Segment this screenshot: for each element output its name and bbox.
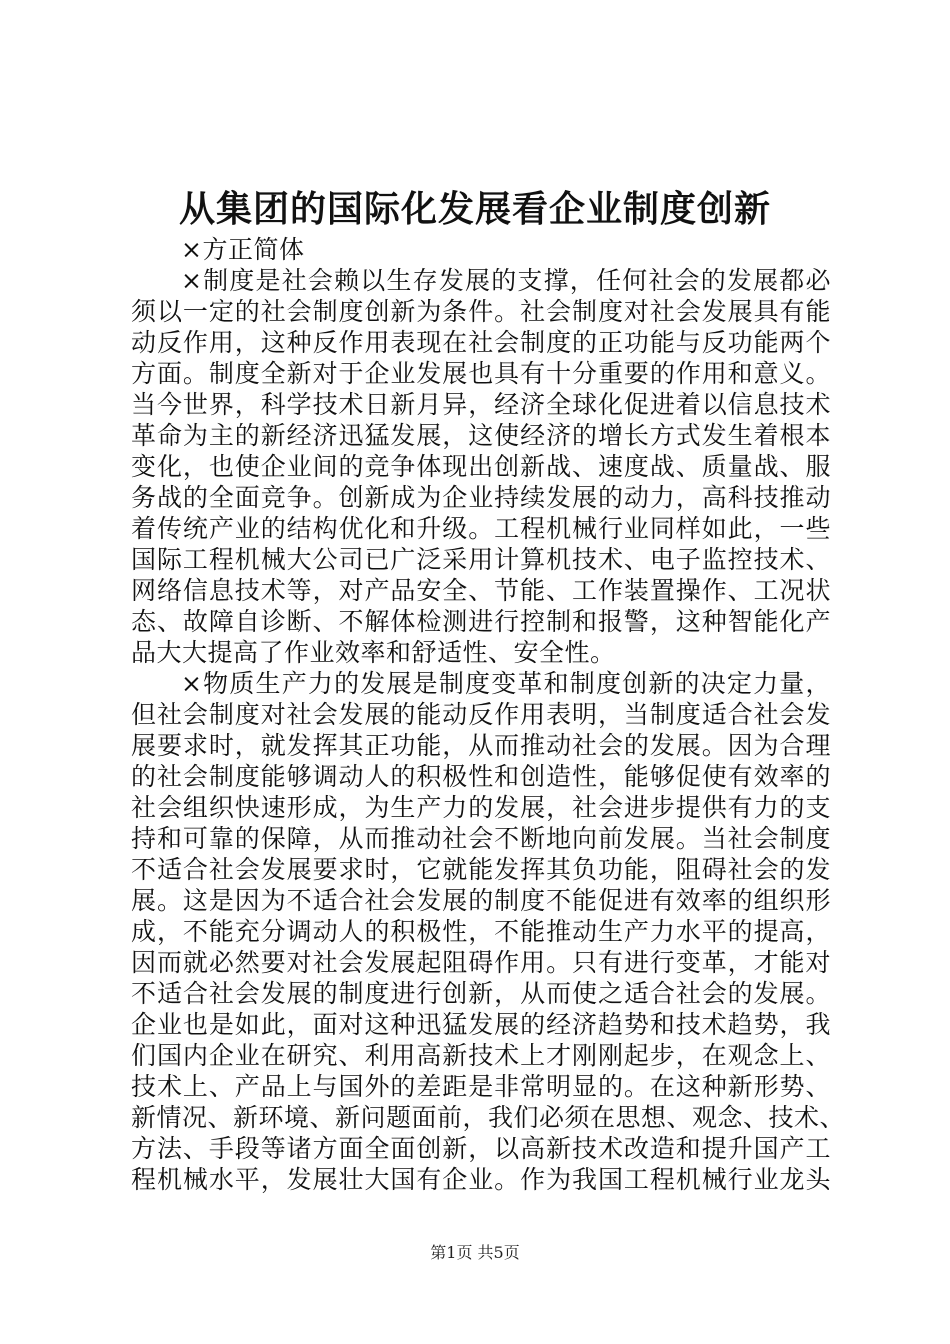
text-line: 技术上、产品上与国外的差距是非常明显的。在这种新形势、 [131, 1072, 831, 1101]
text-line: 网络信息技术等，对产品安全、节能、工作装置操作、工况状 [131, 576, 831, 605]
text-line: ×制度是社会赖以生存发展的支撑，任何社会的发展都必 [181, 266, 831, 295]
text-line: 态、故障自诊断、不解体检测进行控制和报警，这种智能化产 [131, 607, 831, 636]
text-line: 当今世界，科学技术日新月异，经济全球化促进着以信息技术 [131, 390, 831, 419]
page-title: 从集团的国际化发展看企业制度创新 [178, 189, 771, 230]
text-line: 但社会制度对社会发展的能动反作用表明，当制度适合社会发 [131, 700, 831, 729]
text-line: 不适合社会发展的制度进行创新，从而使之适合社会的发展。 [131, 979, 831, 1008]
text-line: 持和可靠的保障，从而推动社会不断地向前发展。当社会制度 [131, 824, 831, 853]
text-line: 展。这是因为不适合社会发展的制度不能促进有效率的组织形 [131, 886, 831, 915]
text-line: 方面。制度全新对于企业发展也具有十分重要的作用和意义。 [131, 359, 831, 388]
text-line: 的社会制度能够调动人的积极性和创造性，能够促使有效率的 [131, 762, 831, 791]
text-line: 新情况、新环境、新问题面前，我们必须在思想、观念、技术、 [131, 1103, 846, 1132]
text-line: 须以一定的社会制度创新为条件。社会制度对社会发展具有能 [131, 297, 831, 326]
text-line: 因而就必然要对社会发展起阻碍作用。只有进行变革，才能对 [131, 948, 831, 977]
text-line: ×物质生产力的发展是制度变革和制度创新的决定力量， [181, 669, 831, 698]
text-line: 变化，也使企业间的竞争体现出创新战、速度战、质量战、服 [131, 452, 831, 481]
text-line: 动反作用，这种反作用表现在社会制度的正功能与反功能两个 [131, 328, 831, 357]
document-body [131, 234, 846, 1195]
page-footer: 第1页 共5页 [430, 1243, 520, 1262]
text-line: 务战的全面竞争。创新成为企业持续发展的动力，高科技推动 [131, 483, 831, 512]
text-line: 社会组织快速形成，为生产力的发展，社会进步提供有力的支 [131, 793, 831, 822]
text-line: 品大大提高了作业效率和舒适性、安全性。 [131, 638, 616, 667]
text-line: 们国内企业在研究、利用高新技术上才刚刚起步，在观念上、 [131, 1041, 831, 1070]
text-line: 成，不能充分调动人的积极性，不能推动生产力水平的提高， [131, 917, 831, 946]
text-line: 着传统产业的结构优化和升级。工程机械行业同样如此，一些 [131, 514, 831, 543]
text-line: 国际工程机械大公司已广泛采用计算机技术、电子监控技术、 [131, 545, 831, 574]
text-line: 不适合社会发展要求时，它就能发挥其负功能，阻碍社会的发 [131, 855, 831, 884]
text-line: 程机械水平，发展壮大国有企业。作为我国工程机械行业龙头 [131, 1165, 831, 1194]
text-line: ×方正简体 [181, 235, 305, 264]
text-line: 方法、手段等诸方面全面创新，以高新技术改造和提升国产工 [131, 1134, 831, 1163]
text-line: 企业也是如此，面对这种迅猛发展的经济趋势和技术趋势，我 [131, 1010, 831, 1039]
text-line: 展要求时，就发挥其正功能，从而推动社会的发展。因为合理 [131, 731, 831, 760]
text-line: 革命为主的新经济迅猛发展，这使经济的增长方式发生着根本 [131, 421, 831, 450]
